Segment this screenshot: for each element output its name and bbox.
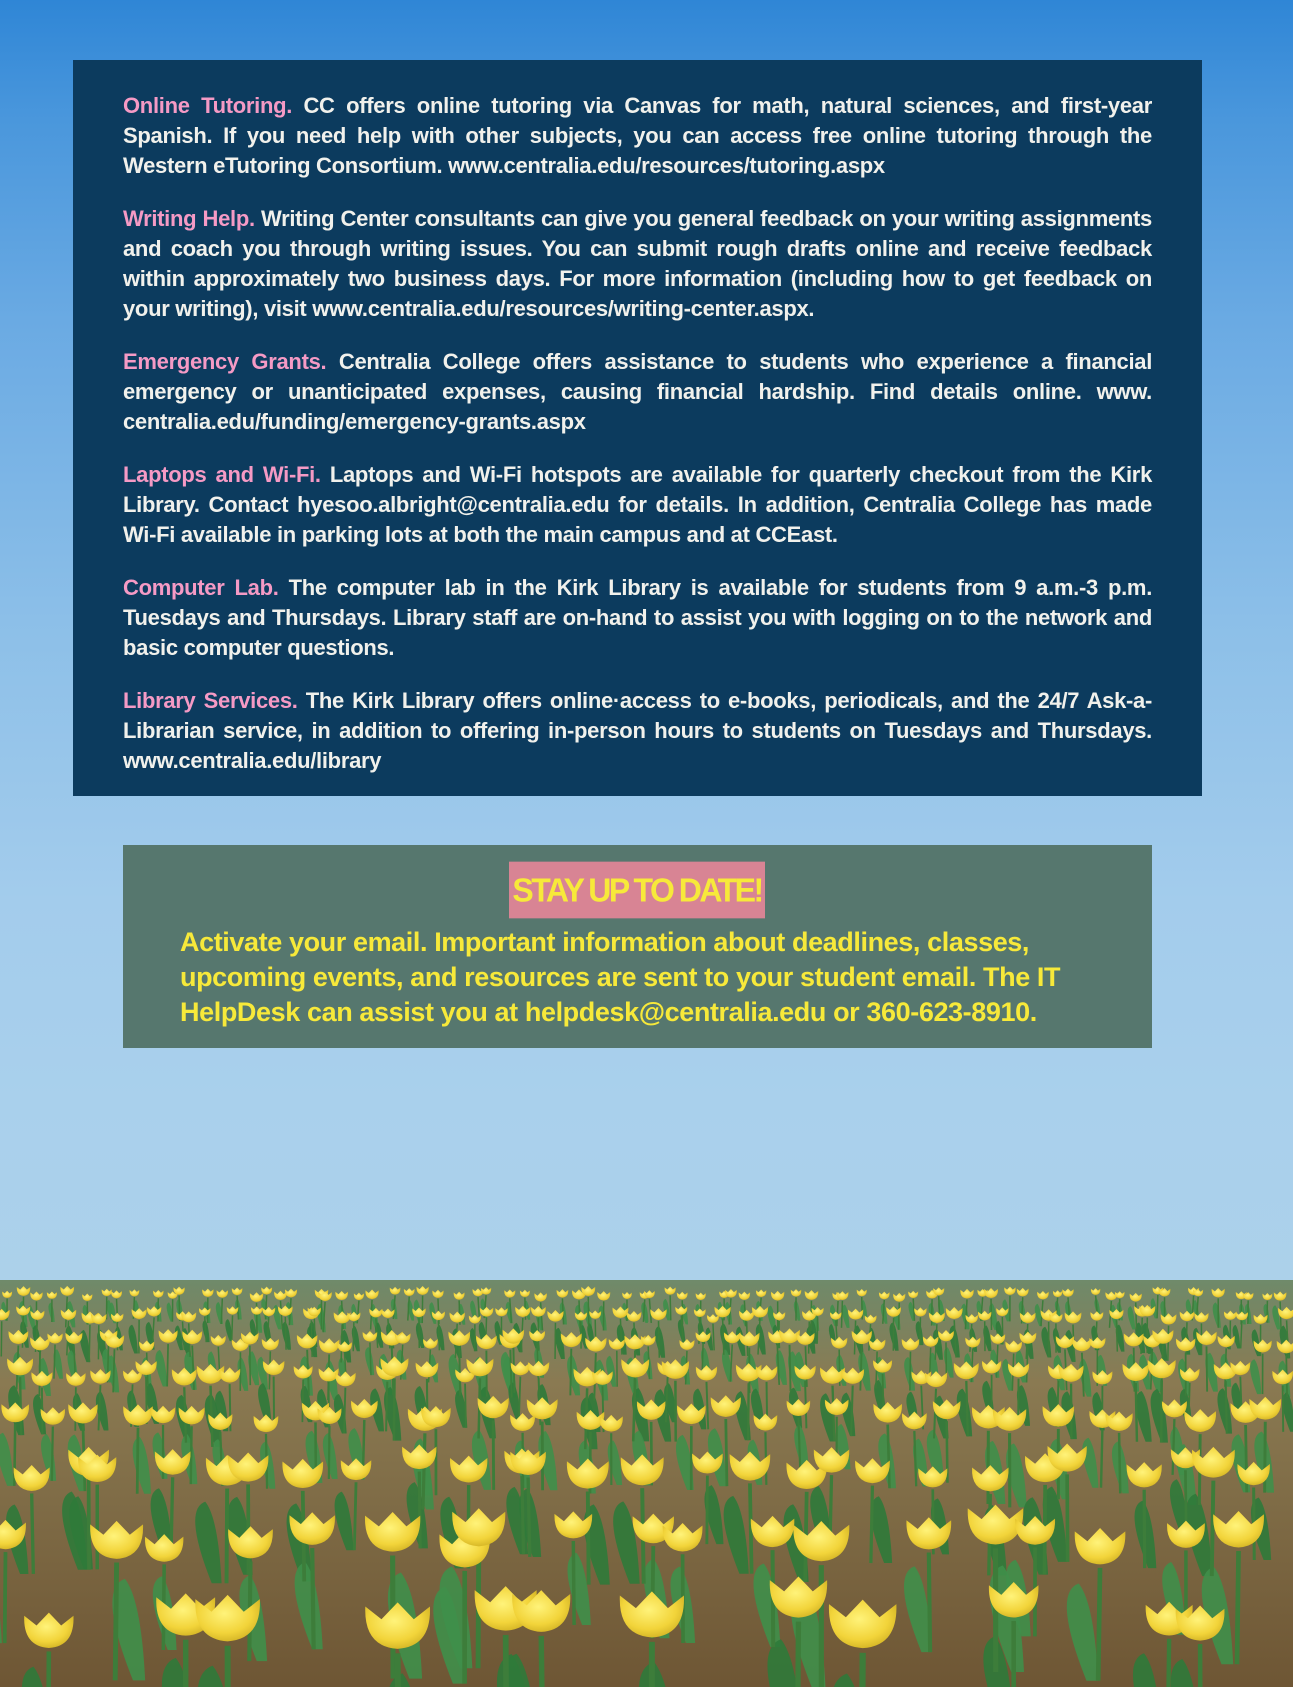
resource-writing-help: [123, 204, 1152, 324]
stay-up-to-date-box: [123, 845, 1152, 1048]
resources-panel: [73, 60, 1202, 796]
resource-online-tutoring: [123, 91, 1152, 181]
tulip-field-image: [0, 1280, 1293, 1687]
resource-body: Centralia College offers assistance to students who experience a financial emergency or unanticipated expenses, causing financial hardship. Find details online. www. centralia.edu/funding/emergency-grants.aspx: [123, 349, 1153, 434]
resource-body: CC offers online tutoring via Canvas for math, natural sciences, and first-year Spanish. If you need help with other subjects, you can access free online tutoring through the Western eTutoring Consortium. www.centralia.edu/resources/tutoring.aspx: [123, 93, 1152, 178]
resource-body: The Kirk Library offers online·access to e-books, periodicals, and the 24/7 Ask-a-Librarian service, in addition to offering in-person hours to students on Tuesdays and Thursdays. www.centralia.edu/library: [123, 688, 1153, 773]
resource-title: Computer Lab.: [123, 575, 279, 600]
stay-up-to-date-text: Activate your email. Important information about deadlines, classes, upcoming events, and resources are sent to your student email. The IT HelpDesk can assist you at helpdesk@centralia.edu or 360-623-8910.: [180, 927, 1061, 1027]
stay-up-to-date-badge: STAY UP TO DATE!: [509, 862, 765, 919]
resource-title: Laptops and Wi-Fi.: [123, 462, 321, 487]
resource-emergency-grants: [123, 347, 1152, 437]
resource-library-services: [123, 686, 1152, 776]
resource-title: Online Tutoring.: [123, 93, 293, 118]
resource-title: Emergency Grants.: [123, 349, 327, 374]
resource-body: Laptops and Wi-Fi hotspots are available for quarterly checkout from the Kirk Library. Contact hyesoo.albright@centralia.edu for details. In addition, Centralia College has made Wi-Fi available in parking lots at both the main campus and at CCEast.: [123, 462, 1152, 547]
resource-laptops-wifi: [123, 460, 1152, 550]
resource-computer-lab: [123, 573, 1152, 663]
resource-title: Writing Help.: [123, 206, 255, 231]
resource-body: Writing Center consultants can give you general feedback on your writing assignments and coach you through writing issues. You can submit rough drafts online and receive feedback within approximately two business days. For more information (including how to get feedback on your writing), visit www.centralia.edu/resources/writing-center.aspx.: [123, 206, 1152, 321]
resource-body: The computer lab in the Kirk Library is available for students from 9 a.m.-3 p.m. Tuesdays and Thursdays. Library staff are on-hand to assist you with logging on to the network and basic computer questions.: [123, 575, 1153, 660]
resource-title: Library Services.: [123, 688, 298, 713]
